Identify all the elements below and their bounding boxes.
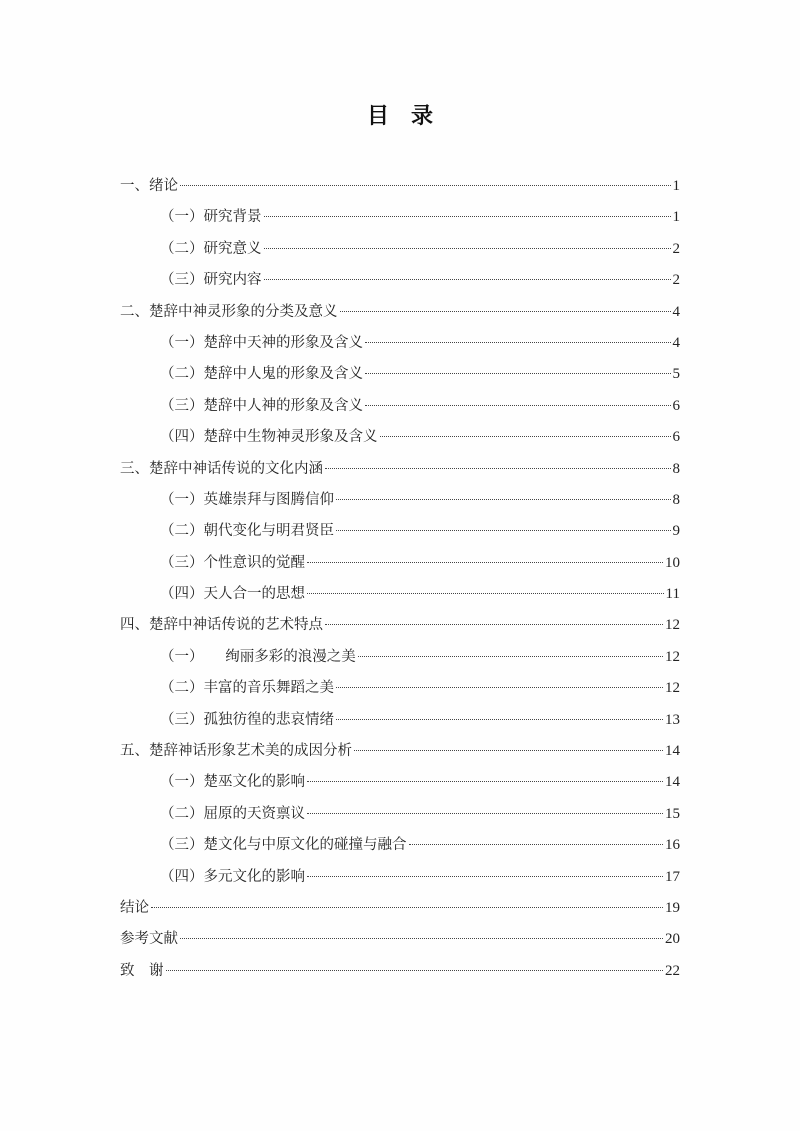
toc-dot-leader <box>336 687 663 688</box>
toc-dot-leader <box>180 185 671 186</box>
toc-entry-label: （一）英雄崇拜与图腾信仰 <box>160 491 334 508</box>
toc-entry-label: 一、绪论 <box>120 178 178 194</box>
toc-entry-label: （一）楚巫文化的影响 <box>160 774 305 791</box>
toc-dot-leader <box>180 938 663 939</box>
toc-dot-leader <box>307 562 663 563</box>
toc-page-number: 1 <box>672 178 680 194</box>
toc-dot-leader <box>354 750 663 751</box>
toc-section-entry[interactable] <box>120 643 680 674</box>
toc-page-number: 8 <box>672 460 680 477</box>
toc-entry-label: 五、楚辞神话形象艺术美的成因分析 <box>120 743 352 760</box>
toc-section-entry[interactable] <box>120 517 680 548</box>
toc-page-number: 8 <box>672 491 680 508</box>
toc-entry-label: （四）多元文化的影响 <box>160 868 305 885</box>
toc-dot-leader <box>336 530 671 531</box>
toc-page-number: 19 <box>665 899 680 916</box>
toc-dot-leader <box>307 813 663 814</box>
toc-dot-leader <box>307 781 663 782</box>
toc-dot-leader <box>325 468 671 469</box>
toc-dot-leader <box>307 876 663 877</box>
toc-page-number: 4 <box>672 303 680 320</box>
toc-entry-label: 参考文献 <box>120 931 178 948</box>
toc-entry-label: （二）朝代变化与明君贤臣 <box>160 523 334 540</box>
toc-section-entry[interactable] <box>120 423 680 454</box>
toc-dot-leader <box>264 248 671 249</box>
toc-entry-label: （四）楚辞中生物神灵形象及含义 <box>160 429 378 446</box>
toc-chapter-entry[interactable] <box>120 455 680 486</box>
toc-page-number: 14 <box>665 774 680 791</box>
toc-dot-leader <box>264 216 671 217</box>
toc-entry-label: （二）楚辞中人鬼的形象及含义 <box>160 366 363 383</box>
toc-page-number: 12 <box>665 648 680 665</box>
toc-page-number: 4 <box>672 334 680 351</box>
toc-entry-label: （一）研究背景 <box>160 209 262 226</box>
toc-entry-label: （二）屈原的天资禀议 <box>160 805 305 822</box>
toc-page-number: 22 <box>665 962 680 979</box>
toc-section-entry[interactable] <box>120 360 680 391</box>
toc-entry-label: 三、楚辞中神话传说的文化内涵 <box>120 460 323 477</box>
toc-chapter-entry[interactable] <box>120 925 680 956</box>
toc-page-number: 9 <box>672 523 680 540</box>
toc-entry-label: 结论 <box>120 899 149 916</box>
toc-page-number: 6 <box>672 429 680 446</box>
toc-chapter-entry[interactable] <box>120 894 680 925</box>
toc-entry-label: 致 谢 <box>120 962 164 979</box>
toc-dot-leader <box>340 311 671 312</box>
toc-chapter-entry[interactable] <box>120 737 680 768</box>
toc-page-number: 2 <box>672 240 680 257</box>
toc-page-number: 11 <box>665 586 680 603</box>
toc-dot-leader <box>336 719 663 720</box>
toc-section-entry[interactable] <box>120 329 680 360</box>
toc-page-number: 10 <box>665 554 680 571</box>
toc-entry-label: （四）天人合一的思想 <box>160 586 305 603</box>
toc-section-entry[interactable] <box>120 486 680 517</box>
toc-section-entry[interactable] <box>120 674 680 705</box>
toc-entry-label: 二、楚辞中神灵形象的分类及意义 <box>120 303 338 320</box>
toc-title: 目录 <box>366 104 455 129</box>
toc-dot-leader <box>307 593 664 594</box>
toc-entry-label: （三）孤独彷徨的悲哀情绪 <box>160 711 334 728</box>
toc-page-number: 12 <box>665 680 680 697</box>
toc-entry-label: （三）楚辞中人神的形象及含义 <box>160 397 363 414</box>
toc-page-number: 2 <box>672 272 680 289</box>
toc-page-number: 1 <box>672 209 680 226</box>
toc-dot-leader <box>264 279 671 280</box>
toc-dot-leader <box>380 436 671 437</box>
toc-entry-label: 四、楚辞中神话传说的艺术特点 <box>120 617 323 634</box>
toc-section-entry[interactable] <box>120 706 680 737</box>
toc-chapter-entry[interactable] <box>120 957 680 988</box>
toc-page-number: 16 <box>665 837 680 854</box>
toc-dot-leader <box>358 656 663 657</box>
toc-section-entry[interactable] <box>120 392 680 423</box>
toc-section-entry[interactable] <box>120 863 680 894</box>
toc-entry-label: （三）楚文化与中原文化的碰撞与融合 <box>160 837 407 854</box>
toc-entry-label: （二）研究意义 <box>160 240 262 257</box>
toc-entry-label: （三）研究内容 <box>160 272 262 289</box>
toc-entry-label: （一） 绚丽多彩的浪漫之美 <box>160 648 356 665</box>
toc-page-number: 14 <box>665 743 680 760</box>
toc-dot-leader <box>365 373 671 374</box>
toc-dot-leader <box>365 342 671 343</box>
toc-page-number: 13 <box>665 711 680 728</box>
toc-section-entry[interactable] <box>120 580 680 611</box>
toc-chapter-entry[interactable] <box>120 172 680 203</box>
toc-dot-leader <box>151 907 663 908</box>
toc-section-entry[interactable] <box>120 768 680 799</box>
toc-section-entry[interactable] <box>120 549 680 580</box>
toc-dot-leader <box>409 844 664 845</box>
toc-section-entry[interactable] <box>120 266 680 297</box>
toc-page-number: 6 <box>672 397 680 414</box>
toc-page-number: 5 <box>672 366 680 383</box>
toc-dot-leader <box>365 405 671 406</box>
table-of-contents <box>120 172 680 988</box>
toc-dot-leader <box>166 970 664 971</box>
toc-entry-label: （二）丰富的音乐舞蹈之美 <box>160 680 334 697</box>
toc-page-number: 12 <box>665 617 680 634</box>
toc-chapter-entry[interactable] <box>120 298 680 329</box>
toc-chapter-entry[interactable] <box>120 611 680 642</box>
toc-page-number: 17 <box>665 868 680 885</box>
toc-page-number: 15 <box>665 805 680 822</box>
toc-section-entry[interactable] <box>120 203 680 234</box>
toc-dot-leader <box>336 499 671 500</box>
toc-entry-label: （三）个性意识的觉醒 <box>160 554 305 571</box>
toc-page-number: 20 <box>665 931 680 948</box>
toc-section-entry[interactable] <box>120 831 680 862</box>
toc-section-entry[interactable] <box>120 235 680 266</box>
toc-entry-label: （一）楚辞中天神的形象及含义 <box>160 334 363 351</box>
toc-dot-leader <box>325 624 663 625</box>
toc-section-entry[interactable] <box>120 800 680 831</box>
